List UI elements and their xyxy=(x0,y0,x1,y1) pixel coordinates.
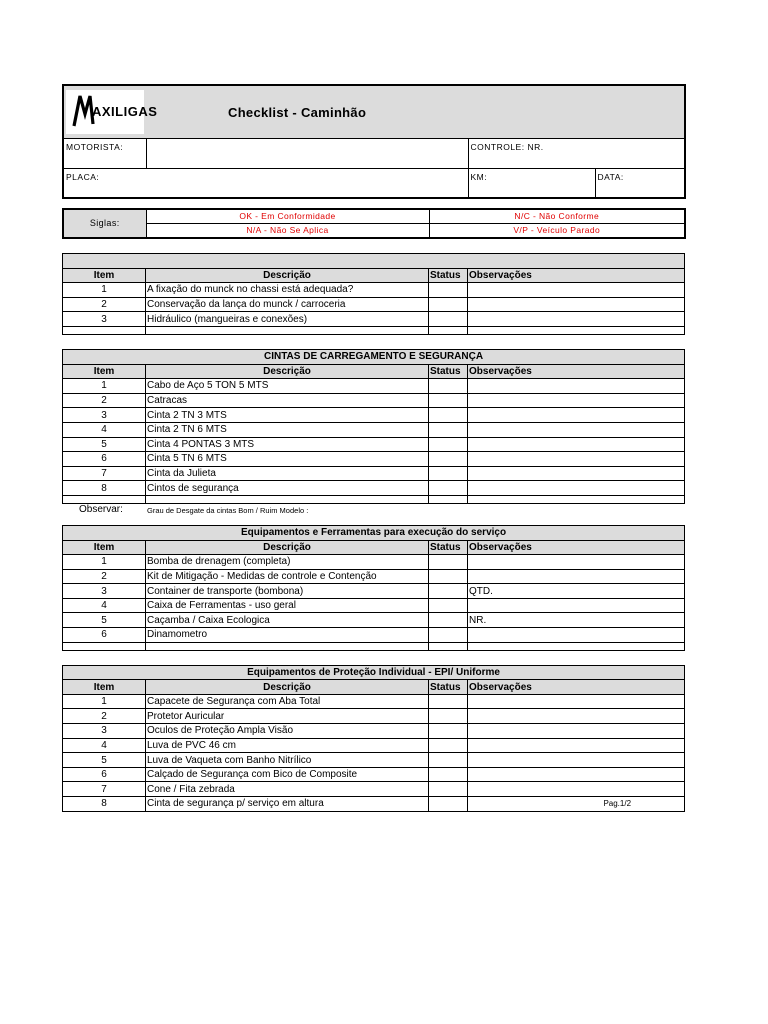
status-cell[interactable] xyxy=(429,312,468,327)
descricao-cell: Cintos de segurança xyxy=(146,481,429,496)
status-cell[interactable] xyxy=(429,709,468,724)
data-label: DATA: xyxy=(597,172,624,182)
legend-ok: OK - Em Conformidade xyxy=(146,209,429,224)
placa-label: PLACA: xyxy=(66,172,100,182)
table-row xyxy=(63,797,685,812)
item-number: 3 xyxy=(63,724,146,739)
page-title: Checklist - Caminhão xyxy=(228,104,367,120)
observacoes-cell[interactable] xyxy=(468,628,685,643)
table-row xyxy=(63,283,685,298)
item-number: 1 xyxy=(63,283,146,298)
observacoes-cell[interactable] xyxy=(468,724,685,739)
descricao-cell: Cinta 2 TN 6 MTS xyxy=(146,422,429,437)
descricao-cell: Luva de PVC 46 cm xyxy=(146,738,429,753)
col-header-status: Status xyxy=(429,540,468,555)
observar-note xyxy=(62,504,684,521)
table-row xyxy=(63,422,685,437)
section-table xyxy=(62,665,685,812)
item-number: 4 xyxy=(63,598,146,613)
item-number: 3 xyxy=(63,408,146,423)
descricao-cell: Caixa de Ferramentas - uso geral xyxy=(146,598,429,613)
table-row xyxy=(63,584,685,599)
item-number: 2 xyxy=(63,709,146,724)
table-row xyxy=(63,569,685,584)
descricao-cell: Cinta 5 TN 6 MTS xyxy=(146,452,429,467)
table-row xyxy=(63,782,685,797)
title-cell xyxy=(63,85,685,139)
observacoes-cell[interactable] xyxy=(468,767,685,782)
descricao-cell: Luva de Vaqueta com Banho Nitrílico xyxy=(146,753,429,768)
observacoes-cell[interactable] xyxy=(468,283,685,298)
table-row xyxy=(63,555,685,570)
status-cell[interactable] xyxy=(429,767,468,782)
observacoes-cell[interactable] xyxy=(468,466,685,481)
descricao-cell: Cinta da Julieta xyxy=(146,466,429,481)
empty-row xyxy=(63,642,685,650)
observacoes-cell[interactable] xyxy=(468,379,685,394)
col-header-descricao: Descrição xyxy=(146,364,429,379)
observacoes-cell[interactable] xyxy=(468,393,685,408)
col-header-observacoes: Observações xyxy=(468,364,685,379)
status-cell[interactable] xyxy=(429,584,468,599)
item-number: 6 xyxy=(63,628,146,643)
observacoes-cell[interactable] xyxy=(468,312,685,327)
section-table xyxy=(62,525,685,651)
descricao-cell: Caçamba / Caixa Ecologica xyxy=(146,613,429,628)
descricao-cell: Cabo de Aço 5 TON 5 MTS xyxy=(146,379,429,394)
table-row xyxy=(63,312,685,327)
status-cell[interactable] xyxy=(429,283,468,298)
descricao-cell: Protetor Auricular xyxy=(146,709,429,724)
section-title: CINTAS DE CARREGAMENTO E SEGURANÇA xyxy=(63,349,685,364)
descricao-cell: Dinamometro xyxy=(146,628,429,643)
placa-field[interactable] xyxy=(63,169,468,199)
observacoes-cell[interactable] xyxy=(468,569,685,584)
item-number: 1 xyxy=(63,379,146,394)
table-row xyxy=(63,613,685,628)
table-row xyxy=(63,753,685,768)
motorista-field[interactable] xyxy=(146,139,468,169)
observacoes-cell[interactable] xyxy=(468,422,685,437)
motorista-label: MOTORISTA: xyxy=(63,139,146,169)
status-cell[interactable] xyxy=(429,613,468,628)
descricao-cell: Cone / Fita zebrada xyxy=(146,782,429,797)
item-number: 8 xyxy=(63,481,146,496)
table-row xyxy=(63,393,685,408)
item-number: 7 xyxy=(63,782,146,797)
legend-nc: N/C - Não Conforme xyxy=(429,209,685,224)
svg-text:AXILIGAS: AXILIGAS xyxy=(92,104,158,119)
status-cell[interactable] xyxy=(429,724,468,739)
page-number: Pag.1/2 xyxy=(603,799,632,809)
table-row xyxy=(63,379,685,394)
descricao-cell: Calçado de Segurança com Bico de Composite xyxy=(146,767,429,782)
header-table xyxy=(62,84,686,199)
company-logo xyxy=(66,90,682,134)
col-header-status: Status xyxy=(429,364,468,379)
observacoes-cell[interactable]: QTD. xyxy=(468,584,685,599)
observacoes-cell[interactable] xyxy=(468,797,685,812)
item-number: 2 xyxy=(63,393,146,408)
status-cell[interactable] xyxy=(429,782,468,797)
table-row xyxy=(63,452,685,467)
km-field[interactable] xyxy=(468,169,595,199)
descricao-cell: Conservação da lança do munck / carroceria xyxy=(146,297,429,312)
observacoes-cell[interactable]: NR. xyxy=(468,613,685,628)
item-number: 4 xyxy=(63,422,146,437)
section-title xyxy=(63,254,685,269)
table-row xyxy=(63,694,685,709)
logo-icon xyxy=(66,90,158,134)
table-row xyxy=(63,598,685,613)
status-cell[interactable] xyxy=(429,797,468,812)
descricao-cell: Cinta 4 PONTAS 3 MTS xyxy=(146,437,429,452)
item-number: 2 xyxy=(63,569,146,584)
item-number: 4 xyxy=(63,738,146,753)
item-number: 5 xyxy=(63,753,146,768)
section-title: Equipamentos e Ferramentas para execução do serviço xyxy=(63,525,685,540)
descricao-cell: Hidráulico (mangueiras e conexões) xyxy=(146,312,429,327)
observacoes-cell[interactable] xyxy=(468,694,685,709)
col-header-descricao: Descrição xyxy=(146,680,429,695)
observacoes-cell[interactable] xyxy=(468,297,685,312)
legend-table xyxy=(62,208,686,239)
table-row xyxy=(63,481,685,496)
item-number: 5 xyxy=(63,613,146,628)
status-cell[interactable] xyxy=(429,393,468,408)
descricao-cell: Kit de Mitigação - Medidas de controle e Contenção xyxy=(146,569,429,584)
col-header-descricao: Descrição xyxy=(146,540,429,555)
table-row xyxy=(63,767,685,782)
status-cell[interactable] xyxy=(429,466,468,481)
col-header-status: Status xyxy=(429,268,468,283)
status-cell[interactable] xyxy=(429,598,468,613)
item-number: 3 xyxy=(63,584,146,599)
item-number: 2 xyxy=(63,297,146,312)
col-header-descricao: Descrição xyxy=(146,268,429,283)
descricao-cell: Cinta 2 TN 3 MTS xyxy=(146,408,429,423)
observacoes-cell[interactable] xyxy=(468,481,685,496)
legend-na: N/A - Não Se Aplica xyxy=(146,224,429,239)
item-number: 5 xyxy=(63,437,146,452)
col-header-item: Item xyxy=(63,680,146,695)
sections-container xyxy=(62,253,684,812)
table-row xyxy=(63,709,685,724)
status-cell[interactable] xyxy=(429,569,468,584)
observacoes-cell[interactable] xyxy=(468,452,685,467)
item-number: 8 xyxy=(63,797,146,812)
status-cell[interactable] xyxy=(429,408,468,423)
table-row xyxy=(63,437,685,452)
descricao-cell: Cinta de segurança p/ serviço em altura xyxy=(146,797,429,812)
km-label: KM: xyxy=(470,172,488,182)
item-number: 6 xyxy=(63,767,146,782)
legend-vp: V/P - Veículo Parado xyxy=(429,224,685,239)
observacoes-cell[interactable] xyxy=(468,782,685,797)
descricao-cell: Catracas xyxy=(146,393,429,408)
col-header-observacoes: Observações xyxy=(468,540,685,555)
checklist-sheet xyxy=(62,84,684,812)
status-cell[interactable] xyxy=(429,437,468,452)
status-cell[interactable] xyxy=(429,628,468,643)
empty-row xyxy=(63,495,685,503)
status-cell[interactable] xyxy=(429,422,468,437)
status-cell[interactable] xyxy=(429,694,468,709)
status-cell[interactable] xyxy=(429,738,468,753)
item-number: 7 xyxy=(63,466,146,481)
descricao-cell: Container de transporte (bombona) xyxy=(146,584,429,599)
siglas-label: Siglas: xyxy=(63,209,146,238)
observacoes-cell[interactable] xyxy=(468,437,685,452)
empty-row xyxy=(63,326,685,334)
status-cell[interactable] xyxy=(429,555,468,570)
table-row xyxy=(63,297,685,312)
observacoes-cell[interactable] xyxy=(468,709,685,724)
controle-label: CONTROLE: NR. xyxy=(470,142,544,152)
status-cell[interactable] xyxy=(429,481,468,496)
data-field[interactable] xyxy=(595,169,685,199)
col-header-observacoes: Observações xyxy=(468,268,685,283)
item-number: 1 xyxy=(63,555,146,570)
section-table xyxy=(62,349,685,504)
table-row xyxy=(63,408,685,423)
status-cell[interactable] xyxy=(429,753,468,768)
status-cell[interactable] xyxy=(429,297,468,312)
item-number: 1 xyxy=(63,694,146,709)
col-header-status: Status xyxy=(429,680,468,695)
observacoes-cell[interactable] xyxy=(468,408,685,423)
col-header-item: Item xyxy=(63,268,146,283)
section-table xyxy=(62,253,685,335)
col-header-item: Item xyxy=(63,540,146,555)
controle-field[interactable] xyxy=(468,139,685,169)
item-number: 3 xyxy=(63,312,146,327)
observacoes-cell[interactable] xyxy=(468,555,685,570)
table-row xyxy=(63,738,685,753)
status-cell[interactable] xyxy=(429,379,468,394)
table-row xyxy=(63,628,685,643)
item-number: 6 xyxy=(63,452,146,467)
observar-label: Observar: xyxy=(79,503,123,515)
observacoes-cell[interactable] xyxy=(468,738,685,753)
table-row xyxy=(63,466,685,481)
col-header-item: Item xyxy=(63,364,146,379)
status-cell[interactable] xyxy=(429,452,468,467)
descricao-cell: A fixação do munck no chassi está adequada? xyxy=(146,283,429,298)
observar-text: Grau de Desgate da cintas Bom / Ruim Modelo : xyxy=(147,505,309,515)
table-row xyxy=(63,724,685,739)
observacoes-cell[interactable] xyxy=(468,753,685,768)
section-title: Equipamentos de Proteção Individual - EPI/ Uniforme xyxy=(63,665,685,680)
descricao-cell: Capacete de Segurança com Aba Total xyxy=(146,694,429,709)
descricao-cell: Bomba de drenagem (completa) xyxy=(146,555,429,570)
descricao-cell: Oculos de Proteção Ampla Visão xyxy=(146,724,429,739)
col-header-observacoes: Observações xyxy=(468,680,685,695)
observacoes-cell[interactable] xyxy=(468,598,685,613)
